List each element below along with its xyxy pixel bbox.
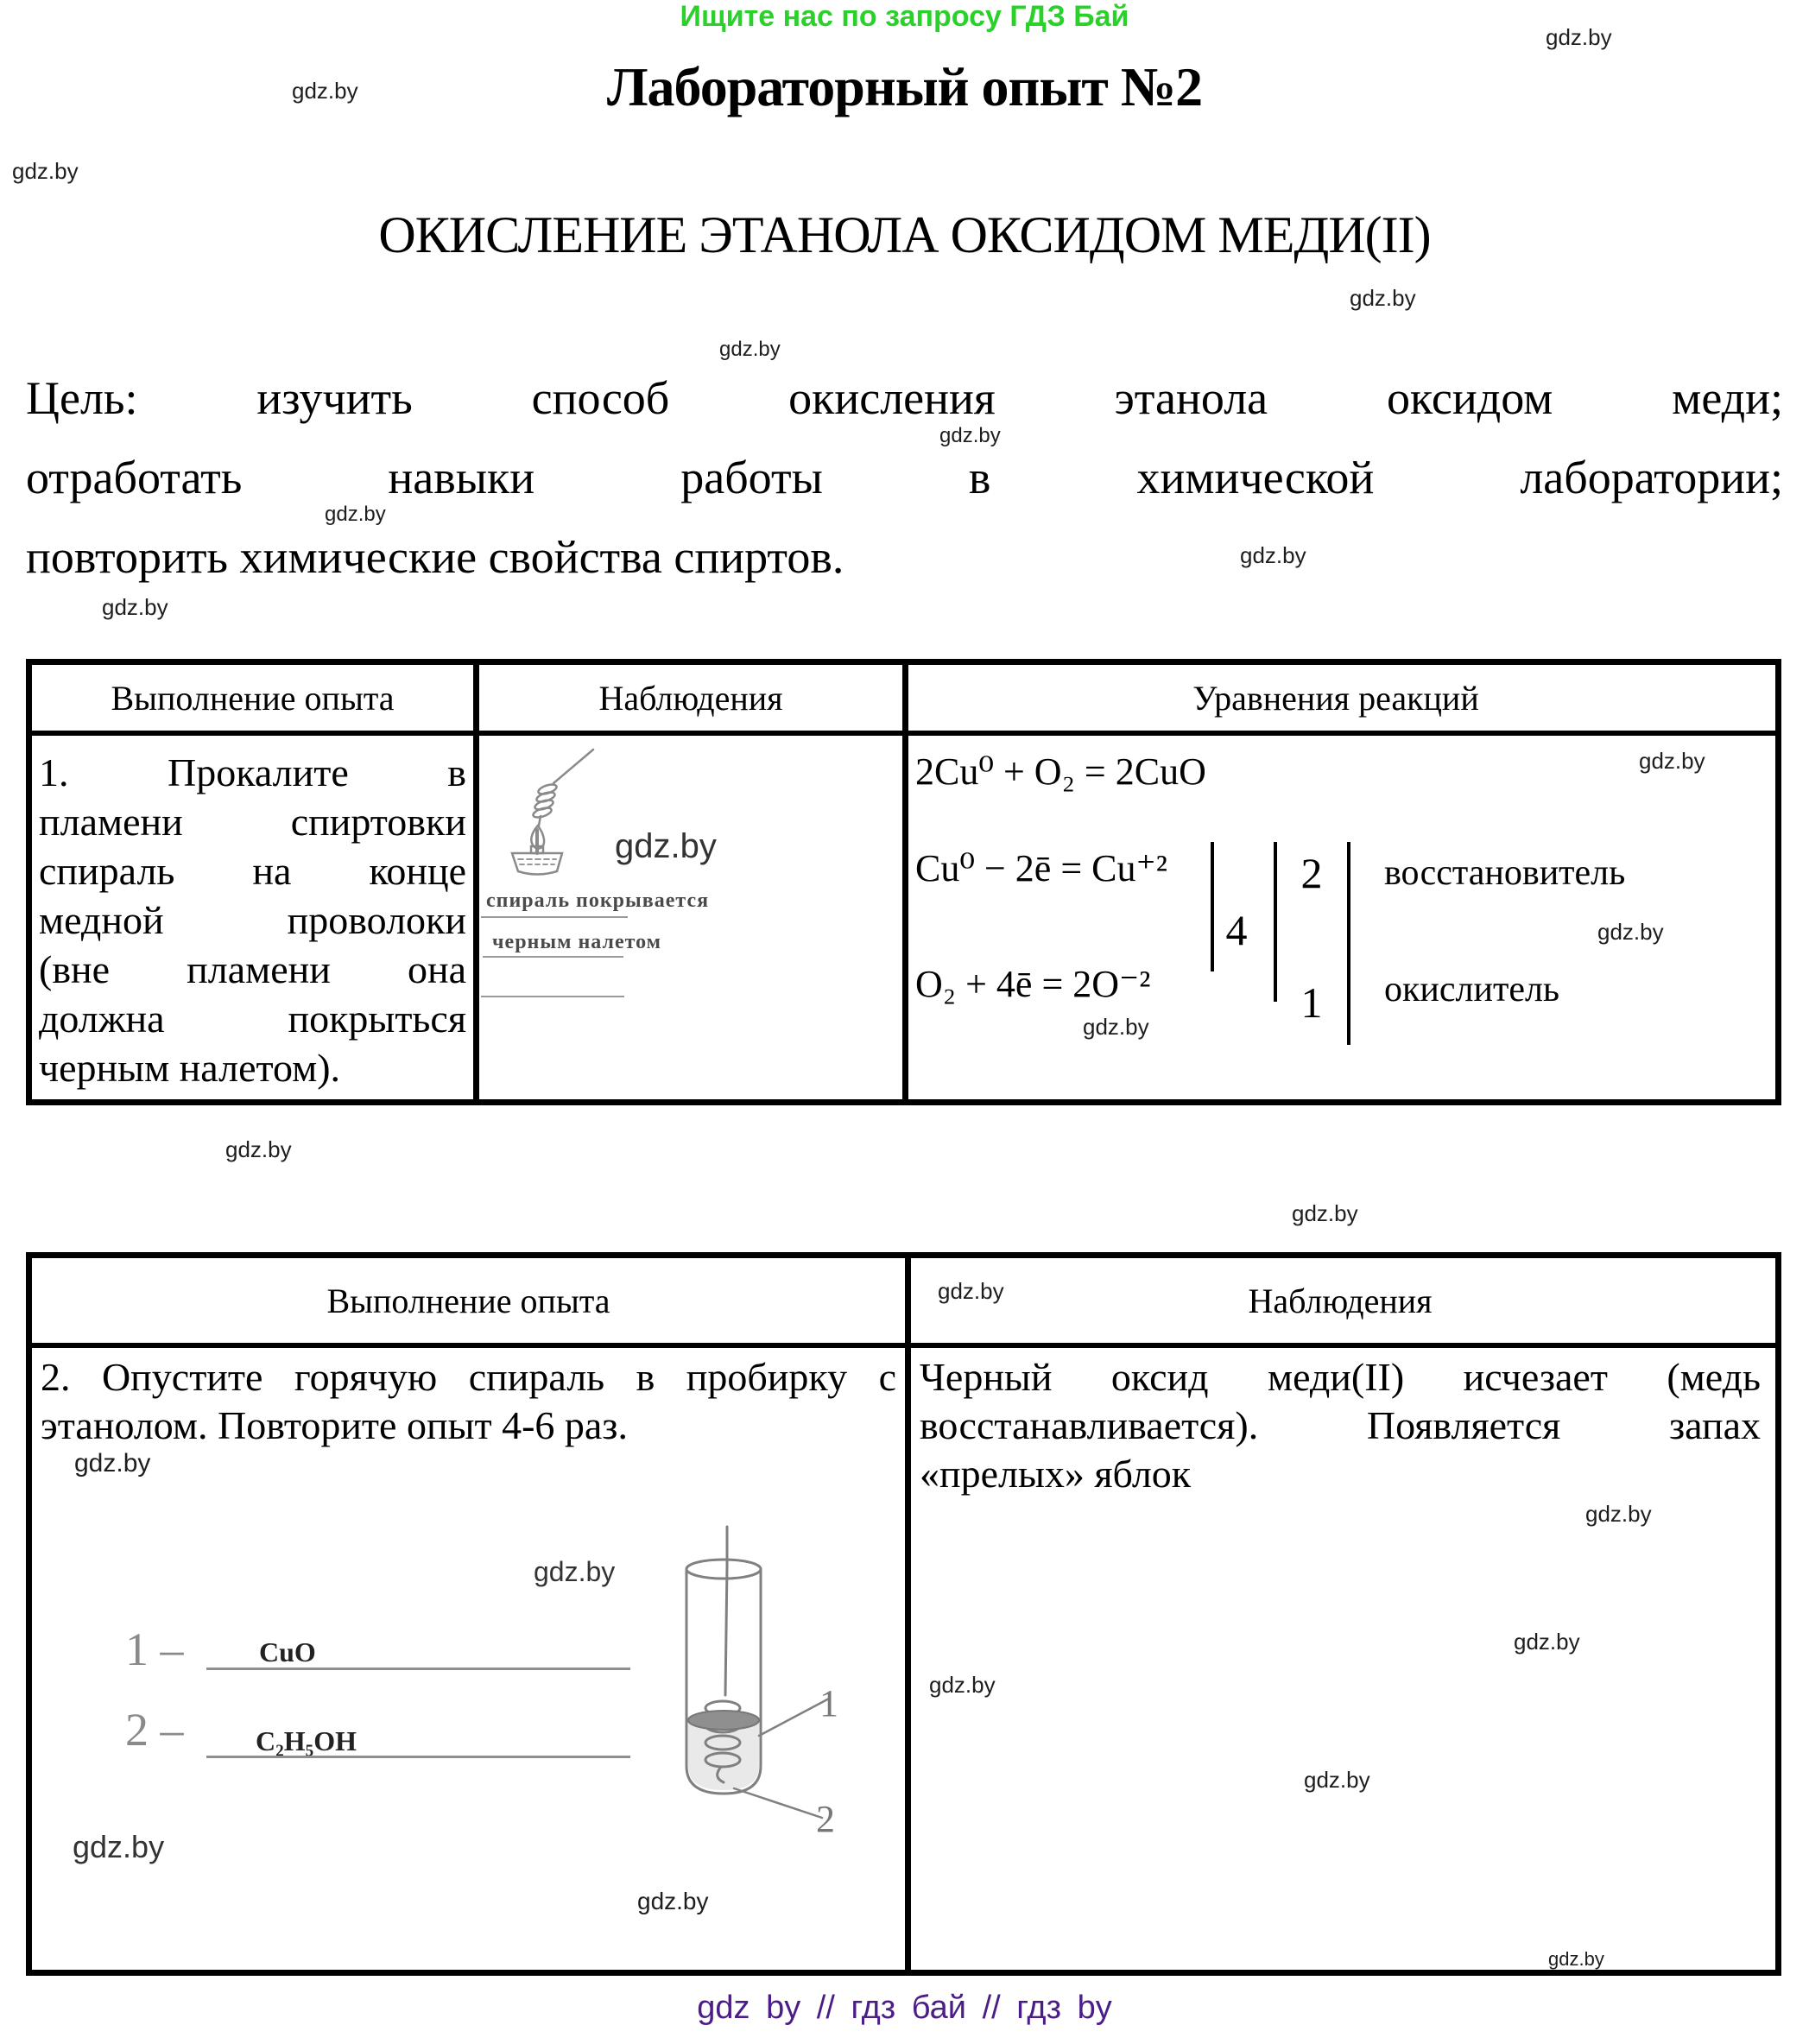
watermark: gdz.by <box>102 594 168 620</box>
text-line: этанолом. Повторите опыт 4-6 раз. <box>41 1403 628 1447</box>
legend-underline <box>206 1667 630 1670</box>
table2-step-cell <box>32 1348 905 1970</box>
text-line: пламени спиртовки <box>39 800 466 844</box>
watermark: gdz.by <box>1639 748 1705 774</box>
oxidizer-label: окислитель <box>1384 970 1560 1009</box>
watermark: gdz.by <box>1548 1948 1604 1970</box>
watermark: gdz.by <box>1240 542 1306 568</box>
watermark: gdz.by <box>939 424 1001 447</box>
text-line: 1. Прокалите в <box>39 750 466 794</box>
common-multiple: 4 <box>1225 906 1248 954</box>
oxidation-half-equation: Cu⁰ − 2ē = Cu⁺² <box>915 847 1167 889</box>
watermark: gdz.by <box>73 1829 165 1864</box>
reaction-equation: 2Cu⁰ + O₂ = 2CuO <box>915 750 1206 793</box>
page-title: Лабораторный опыт №2 <box>606 56 1203 117</box>
table1-header-observations: Наблюдения <box>473 665 902 731</box>
text-line: повторить химические свойства спиртов. <box>26 531 844 583</box>
footer-sitename: gdz by // гдз бай // гдз by <box>697 1990 1112 2026</box>
watermark: gdz.by <box>325 503 386 526</box>
table2-observation-cell <box>905 1348 1769 1970</box>
step2-text <box>41 1353 896 1450</box>
table2-header-row <box>32 1258 1775 1348</box>
handwritten-note-line1: спираль покрывается <box>486 889 710 912</box>
handwritten-note-line2: черным налетом <box>492 931 661 953</box>
test-tube-icon <box>674 1524 859 1835</box>
table2-header-execution: Выполнение опыта <box>326 1281 610 1320</box>
watermark: gdz.by <box>1304 1767 1370 1793</box>
watermark: gdz.by <box>225 1136 292 1162</box>
table1-header-execution: Выполнение опыта <box>111 678 395 718</box>
watermark: gdz.by <box>719 338 781 361</box>
reduction-half-equation: O₂ + 4ē = 2O⁻² <box>915 963 1151 1005</box>
note-underline <box>481 916 628 918</box>
watermark: gdz.by <box>615 827 717 865</box>
watermark: gdz.by <box>637 1888 709 1914</box>
watermark: gdz.by <box>12 158 79 184</box>
watermark: gdz.by <box>929 1672 996 1698</box>
text-line: медной проволоки <box>39 898 466 942</box>
table1-header-row <box>32 665 1775 736</box>
legend-formula-cuo: CuO <box>259 1636 316 1667</box>
tube-pointer-label-2: 2 <box>816 1798 835 1840</box>
legend-number-2: 2 – <box>125 1704 184 1756</box>
promo-banner: Ищите нас по запросу ГДЗ Бай <box>680 0 1129 33</box>
electron-balance-bar <box>1274 842 1277 1002</box>
tube-pointer-label-1: 1 <box>819 1682 838 1724</box>
watermark: gdz.by <box>74 1449 151 1478</box>
experiment-table-2 <box>26 1252 1781 1976</box>
coefficient-reducer: 2 <box>1300 849 1323 897</box>
coefficient-oxidizer: 1 <box>1300 978 1323 1027</box>
watermark: gdz.by <box>1292 1200 1358 1226</box>
text-line: Черный оксид меди(II) исчезает (медь <box>920 1355 1761 1399</box>
watermark: gdz.by <box>292 78 358 104</box>
watermark: gdz.by <box>1514 1629 1580 1655</box>
legend-number-1: 1 – <box>125 1623 184 1675</box>
watermark: gdz.by <box>1546 24 1612 50</box>
table1-step-cell <box>32 736 473 1099</box>
text-line: черным налетом). <box>39 1046 341 1090</box>
text-line: (вне пламени она <box>39 947 466 991</box>
experiment-table-1 <box>26 659 1781 1105</box>
text-line: спираль на конце <box>39 849 466 893</box>
table1-header-equations: Уравнения реакций <box>902 665 1763 731</box>
text-line: Цель: изучить способ окисления этанола оксидом меди; <box>26 372 1783 424</box>
table1-equations-cell <box>902 736 1763 1099</box>
text-line: восстанавливается). Появляется запах <box>920 1403 1761 1447</box>
electron-balance-bar <box>1211 842 1214 971</box>
legend-underline <box>206 1756 630 1758</box>
text-line: «прелых» яблок <box>920 1452 1192 1496</box>
table1-observation-cell <box>473 736 902 1099</box>
note-underline-empty <box>481 996 624 997</box>
reducer-label: восстановитель <box>1384 853 1626 893</box>
spirit-lamp-icon <box>508 744 603 878</box>
watermark: gdz.by <box>1585 1501 1652 1527</box>
electron-balance-bar <box>1347 842 1350 1045</box>
page-subtitle: ОКИСЛЕНИЕ ЭТАНОЛА ОКСИДОМ МЕДИ(II) <box>378 206 1431 263</box>
watermark: gdz.by <box>534 1556 616 1587</box>
text-line: отработать навыки работы в химической лаборатории; <box>26 452 1783 503</box>
watermark: gdz.by <box>1083 1014 1149 1040</box>
legend-formula-ethanol: C₂H₅OH <box>256 1725 357 1756</box>
watermark: gdz.by <box>1350 285 1416 311</box>
watermark: gdz.by <box>938 1278 1004 1304</box>
text-line: должна покрыться <box>39 997 466 1041</box>
table2-body-row <box>32 1348 1775 1970</box>
table1-body-row <box>32 736 1775 1099</box>
text-line: 2. Опустите горячую спираль в пробирку с <box>41 1355 896 1399</box>
table2-header-observations: Наблюдения <box>905 1258 1769 1343</box>
note-underline <box>483 956 623 958</box>
goal-paragraph <box>26 358 1783 597</box>
watermark: gdz.by <box>1597 919 1664 945</box>
